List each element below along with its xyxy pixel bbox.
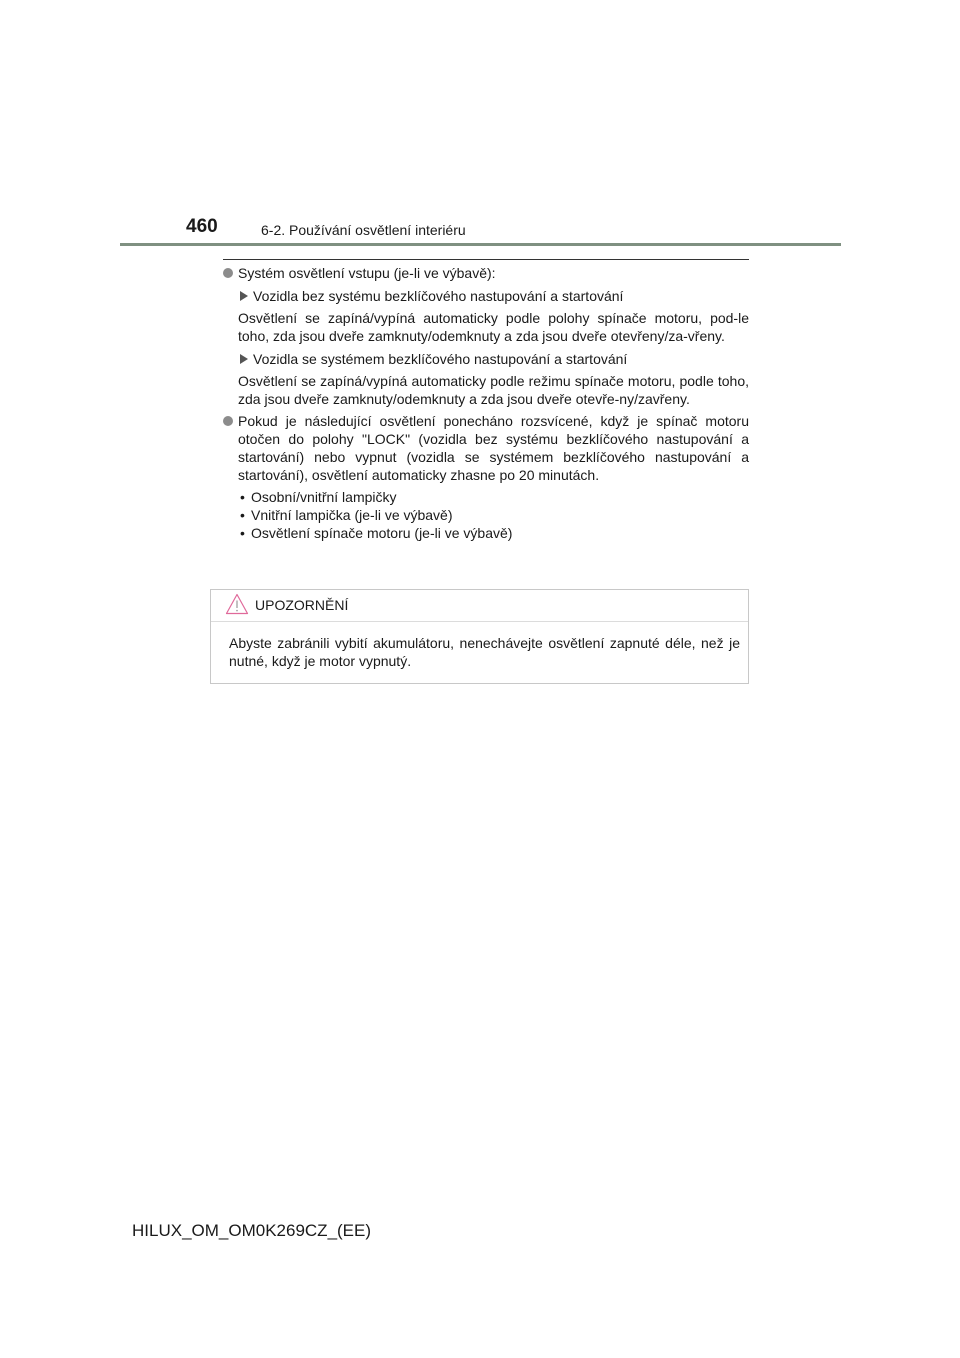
header-rule (120, 243, 841, 246)
arrow-right-icon (240, 291, 248, 301)
subheading-text: Vozidla se systémem bezklíčového nastupování a startování (253, 351, 628, 367)
footer-doc-id: HILUX_OM_OM0K269CZ_(EE) (132, 1221, 372, 1240)
list-item: • Osvětlení spínače motoru (je-li ve výbavě) (238, 524, 749, 542)
bullet-title: Systém osvětlení vstupu (je-li ve výbavě): (238, 265, 496, 281)
caution-header (211, 590, 748, 622)
content (223, 264, 749, 542)
section-title: 6-2. Používání osvětlení interiéru (261, 222, 466, 238)
bullet-dot-icon (223, 268, 233, 278)
arrow-right-icon (240, 354, 248, 364)
bullet-dot-icon (223, 416, 233, 426)
paragraph-with-smart-key: Osvětlení se zapíná/vypíná automaticky podle režimu spínače motoru, podle toho, zda jsou dveře zamknuty/odemknuty a zda jsou dveře otevře-ny/zavřeny. (238, 373, 749, 407)
list-item: • Vnitřní lampička (je-li ve výbavě) (238, 506, 749, 524)
section-top-rule (223, 259, 749, 260)
page-number: 460 (186, 216, 218, 237)
caution-box (210, 589, 749, 684)
subheading-without-smart-key (223, 287, 749, 305)
subheading-with-smart-key (223, 350, 749, 368)
caution-text: Abyste zabránili vybití akumulátoru, nenechávejte osvětlení zapnuté déle, než je nutné, když je motor vypnutý. (229, 635, 740, 669)
subheading-text: Vozidla bez systému bezklíčového nastupování a startování (253, 288, 624, 304)
bullet-entry-lighting (223, 264, 749, 282)
bullet-text: Pokud je následující osvětlení ponecháno rozsvícené, když je spínač motoru otočen do polohy "LOCK" (vozidla bez systému bezklíčového nastupování a startování) nebo vypnut (vozidla se systémem bezklíčového nastupování a startování), osvětlení automaticky zhasne po 20 minutách. (238, 413, 749, 483)
bullet-auto-off (223, 412, 749, 484)
paragraph-without-smart-key: Osvětlení se zapíná/vypíná automaticky podle polohy spínače motoru, pod-le toho, zda jsou dveře zamknuty/odemknuty a zda jsou dveře otevřeny/za-vřeny. (238, 310, 749, 344)
list-item: • Osobní/vnitřní lampičky (238, 488, 749, 506)
lamp-list (238, 488, 749, 542)
caution-title: UPOZORNĚNÍ (255, 597, 349, 613)
warning-triangle-icon (225, 593, 249, 615)
